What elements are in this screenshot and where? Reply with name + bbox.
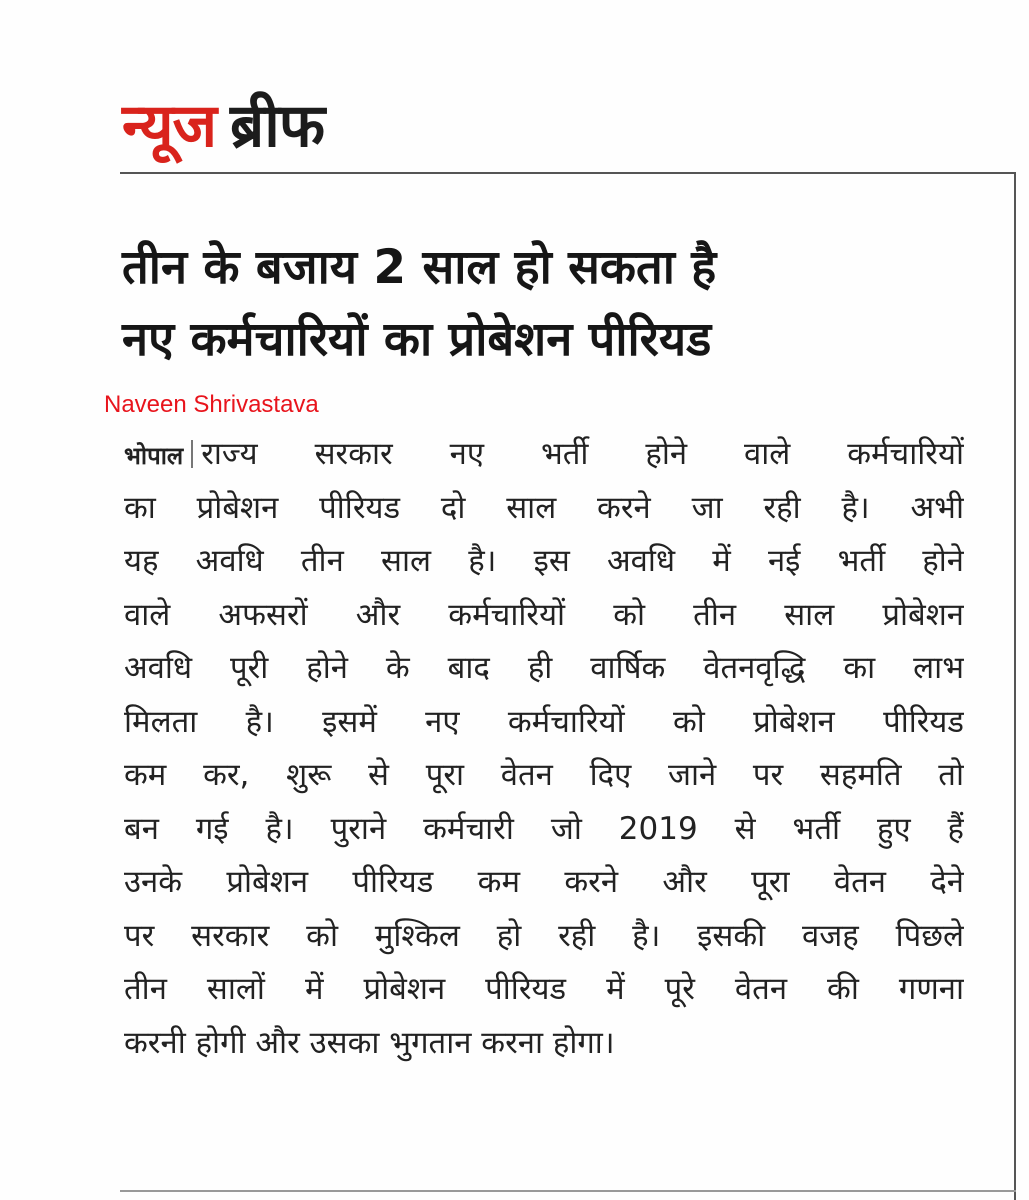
dateline-separator — [191, 440, 193, 468]
article-line-text: राज्य सरकार नए भर्ती होने वाले कर्मचारियों — [201, 436, 964, 472]
article-line: बन गई है। पुराने कर्मचारी जो 2019 से भर्ती हुए हैं — [124, 810, 964, 847]
section-header-black-word: ब्रीफ — [230, 91, 325, 161]
frame-right-rule — [1014, 172, 1016, 1200]
section-header — [122, 78, 324, 168]
dateline: भोपाल — [124, 442, 184, 470]
article-line — [124, 428, 964, 482]
article-headline — [122, 232, 1002, 376]
byline-watermark: Naveen Shrivastava — [104, 391, 319, 418]
headline-line-2: नए कर्मचारियों का प्रोबेशन पीरियड — [122, 312, 712, 367]
article-line: का प्रोबेशन पीरियड दो साल करने जा रही है। अभी — [124, 489, 964, 526]
article-line: वाले अफसरों और कर्मचारियों को तीन साल प्रोबेशन — [124, 596, 964, 633]
article-line: अवधि पूरी होने के बाद ही वार्षिक वेतनवृद्धि का लाभ — [124, 650, 964, 686]
article-line: करनी होगी और उसका भुगतान करना होगा। — [124, 1024, 615, 1061]
headline-line-1: तीन के बजाय 2 साल हो सकता है — [122, 240, 717, 295]
article-line: पर सरकार को मुश्किल हो रही है। इसकी वजह पिछले — [124, 917, 964, 954]
article-line: उनके प्रोबेशन पीरियड कम करने और पूरा वेतन देने — [124, 864, 964, 900]
article-line: कम कर, शुरू से पूरा वेतन दिए जाने पर सहमति तो — [124, 757, 964, 793]
section-header-red-word: न्यूज — [122, 91, 217, 161]
article-line: मिलता है। इसमें नए कर्मचारियों को प्रोबेशन पीरियड — [124, 703, 964, 740]
article-line: तीन सालों में प्रोबेशन पीरियड में पूरे वेतन की गणना — [124, 971, 964, 1007]
article-line: यह अवधि तीन साल है। इस अवधि में नई भर्ती होने — [124, 543, 964, 579]
frame-bottom-rule — [120, 1190, 1016, 1192]
article-body — [124, 428, 964, 1070]
frame-top-rule — [120, 172, 1016, 174]
